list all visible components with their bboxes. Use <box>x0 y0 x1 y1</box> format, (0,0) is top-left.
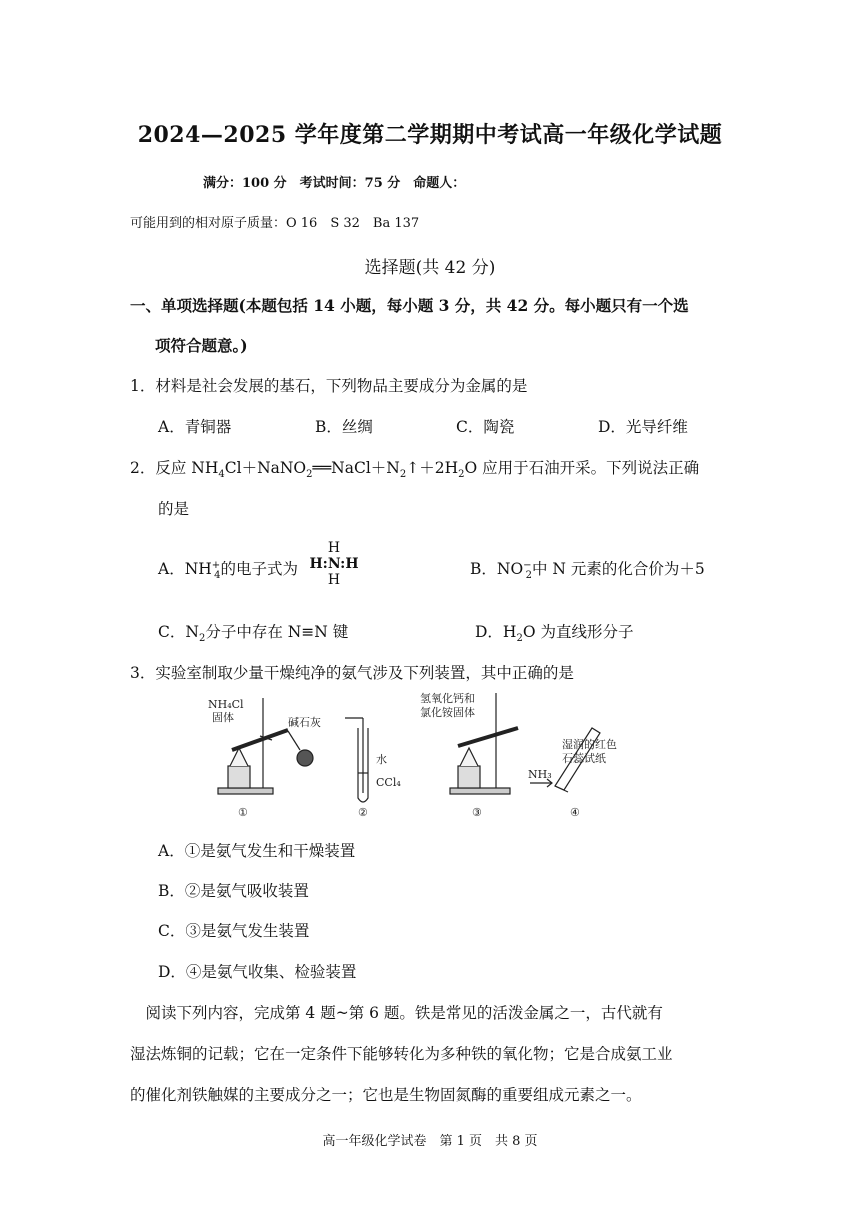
q3-option-d: D．④是氨气收集、检验装置 <box>158 963 357 981</box>
q2-d-part: O 为直线形分子 <box>522 623 634 641</box>
q2-option-d <box>475 620 633 644</box>
label-caoh2: 氢氧化钙和 <box>420 692 475 705</box>
label-num-4: ④ <box>570 806 580 819</box>
q2-d-part: D．H <box>475 623 517 641</box>
q1-option-a: A．青铜器 <box>158 418 232 436</box>
q2-stem-part: O 应用于石油开采。下列说法正确 <box>464 459 700 477</box>
q2-c-part: 分子中存在 N≡N 键 <box>205 623 349 641</box>
subscript: 4 <box>214 570 221 582</box>
subscript: 2 <box>198 633 206 645</box>
q2-stem-part: ══NaCl＋N <box>312 459 400 477</box>
q3-option-c: C．③是氨气发生装置 <box>158 922 310 940</box>
superscript: + <box>211 559 221 571</box>
exam-meta: 满分：100 分 考试时间：75 分 命题人： <box>203 176 466 191</box>
part1-heading-line2: 项符合题意。) <box>155 336 248 355</box>
label-ccl4: CCl₄ <box>376 776 401 789</box>
label-litmus-paper: 石蕊试纸 <box>562 752 606 765</box>
page-footer: 高一年级化学试卷 第 1 页 共 8 页 <box>322 1134 538 1149</box>
q3-option-a: A．①是氨气发生和干燥装置 <box>158 842 356 860</box>
q1-option-c: C．陶瓷 <box>456 418 515 436</box>
label-num-2: ② <box>358 806 368 819</box>
q2-stem-part: ↑＋2H <box>406 459 459 477</box>
q3-stem: 3．实验室制取少量干燥纯净的氨气涉及下列装置，其中正确的是 <box>130 664 574 682</box>
label-nh4cl: NH₄Cl <box>208 698 244 711</box>
q2-stem-part: 2．反应 NH <box>130 459 219 477</box>
subscript: 4 <box>218 469 225 481</box>
q3-option-b: B．②是氨气吸收装置 <box>158 882 309 900</box>
lewis-h-bottom: H <box>327 572 341 588</box>
q1-stem: 1．材料是社会发展的基石，下列物品主要成分为金属的是 <box>130 377 528 395</box>
label-nh4cl-solid: 氯化铵固体 <box>420 706 475 719</box>
q2-option-b <box>470 557 705 581</box>
label-nh3: NH₃ <box>528 768 552 781</box>
label-soda-lime: 碱石灰 <box>288 716 321 729</box>
q2-c-part: C．N <box>158 623 199 641</box>
apparatus-2 <box>345 718 368 802</box>
q1-option-d: D．光导纤维 <box>598 418 688 436</box>
reading-line3: 的催化剂铁触媒的主要成分之一；它也是生物固氮酶的重要组成元素之一。 <box>130 1086 642 1104</box>
q2-a-part: A．NH <box>158 560 212 578</box>
label-num-1: ① <box>238 806 248 819</box>
subscript: 2 <box>525 570 532 582</box>
subscript: 2 <box>458 469 465 481</box>
subscript: 2 <box>516 633 523 645</box>
apparatus-figure <box>200 688 620 823</box>
reading-line1: 阅读下列内容，完成第 4 题~第 6 题。铁是常见的活泼金属之一，古代就有 <box>130 1004 663 1022</box>
q2-b-part: B．NO <box>470 560 524 578</box>
q1-option-b: B．丝绸 <box>315 418 373 436</box>
q2-stem-part: Cl＋NaNO <box>224 459 307 477</box>
q2-b-part: 中 N 元素的化合价为＋5 <box>531 560 705 578</box>
q2-option-c <box>158 620 348 644</box>
q2-stem <box>130 456 699 480</box>
subscript: 2 <box>399 469 407 481</box>
label-solid-1: 固体 <box>212 711 234 724</box>
subscript: 2 <box>306 469 313 481</box>
lewis-middle: H:N:H <box>309 556 359 572</box>
q2-stem-line2: 的是 <box>158 500 190 518</box>
q2-option-a <box>158 557 298 581</box>
q2-a-part: 的电子式为 <box>220 560 299 578</box>
part1-heading-line1: 一、单项选择题(本题包括 14 小题，每小题 3 分，共 42 分。每小题只有一个选 <box>130 296 689 315</box>
superscript: − <box>523 559 532 571</box>
lewis-structure <box>304 540 364 588</box>
label-water: 水 <box>376 753 387 766</box>
lewis-h-top: H <box>327 540 341 556</box>
label-red-litmus: 湿润的红色 <box>562 738 617 751</box>
reading-line2: 湿法炼铜的记载；它在一定条件下能够转化为多种铁的氧化物；它是合成氨工业 <box>130 1045 673 1063</box>
exam-title: 2024—2025 学年度第二学期期中考试高一年级化学试题 <box>137 122 723 148</box>
label-num-3: ③ <box>472 806 482 819</box>
atomic-masses: 可能用到的相对原子质量：O 16 S 32 Ba 137 <box>130 216 420 231</box>
section-title: 选择题(共 42 分) <box>364 258 496 278</box>
